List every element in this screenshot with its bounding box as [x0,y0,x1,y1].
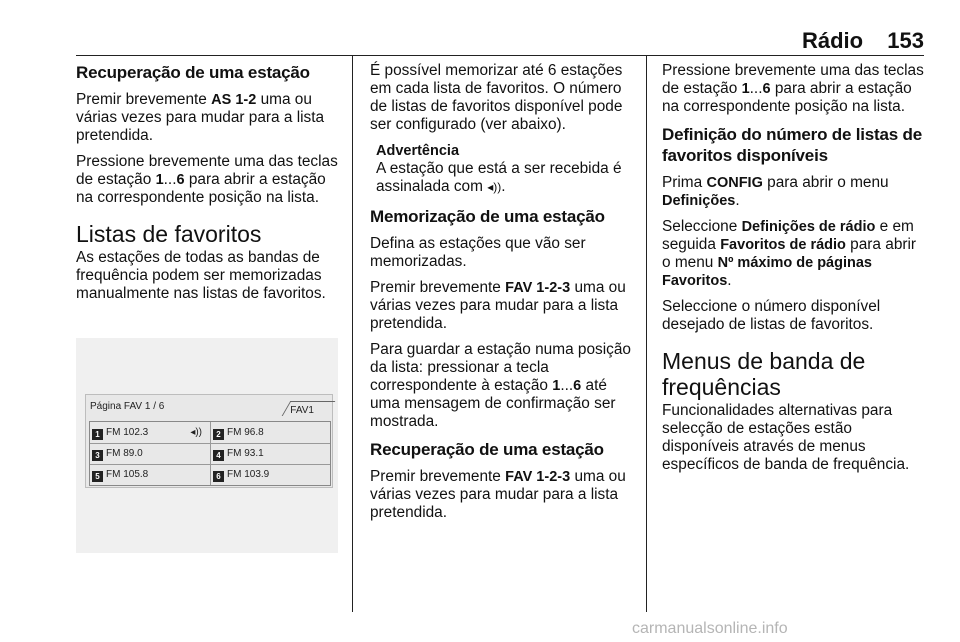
key-label: CONFIG [706,175,763,191]
heading-definicao: Definição do número de listas de favoritos disponíveis [662,125,922,165]
heading-listas-favoritos: Listas de favoritos [76,221,262,247]
text: uma ou várias vezes para mudar para a lista pretendida. [370,279,626,332]
key-label: 1 [552,378,561,394]
text: . [727,272,732,289]
menu-label: Definições [662,193,736,209]
text: para abrir o menu [662,236,917,271]
page-header-title: Rádio [802,28,864,53]
header-rule [76,55,924,56]
preset-cell [211,443,329,464]
key-label: FAV 1-2-3 [505,469,571,485]
text: para abrir a estação na correspondente posição na lista. [662,80,912,115]
heading-recuperacao: Recuperação de uma estação [76,63,310,82]
text: uma ou várias vezes para mudar para a lista pretendida. [370,468,626,521]
text: Premir brevemente [370,279,506,296]
preset-number: 3 [92,450,103,461]
preset-grid [89,421,331,486]
column-divider-1 [352,56,353,612]
watermark: carmanualsonline.info [632,620,788,637]
key-label: 6 [573,378,582,394]
column-1 [76,62,338,311]
key-label: 6 [762,81,771,97]
text: ... [163,171,177,188]
key-label: 6 [176,172,185,188]
speaker-icon: ◂)) [487,180,502,194]
preset-number: 2 [213,429,224,440]
paragraph: As estações de todas as bandas de frequência podem ser memorizadas manualmente nas listas de favoritos. [76,249,326,302]
preset-number: 6 [213,471,224,482]
key-label: 1 [155,172,164,188]
preset-number: 5 [92,471,103,482]
menu-label: Favoritos de rádio [720,237,846,253]
preset-cell [90,422,208,443]
speaker-icon: ◂)) [190,427,202,438]
preset-label: FM 93.1 [227,448,264,459]
key-label: AS 1-2 [211,92,257,108]
preset-number: 4 [213,450,224,461]
paragraph: Funcionalidades alternativas para selecção de estações estão disponíveis através de menus específicos de banda de frequência. [662,402,910,473]
paragraph [662,174,924,210]
paragraph [76,91,338,145]
page-number: 153 [887,28,924,53]
preset-label: FM 103.9 [227,469,270,480]
preset-label: FM 96.8 [227,427,264,438]
preset-number: 1 [92,429,103,440]
paragraph: Defina as estações que vão ser memorizadas. [370,235,586,270]
text: uma ou várias vezes para mudar para a lista pretendida. [76,91,325,144]
heading-recuperacao: Recuperação de uma estação [370,440,604,459]
menu-label: Nº máximo de páginas Favoritos [662,255,872,289]
text: ... [560,377,574,394]
text: Prima [662,174,707,191]
paragraph [370,279,638,333]
text: e em seguida [662,218,914,253]
paragraph [662,62,924,116]
preset-label: FM 89.0 [106,448,143,459]
column-divider-2 [646,56,647,612]
text: Premir brevemente [76,91,212,108]
text: Pressione brevemente uma das teclas de estação [662,62,924,97]
paragraph [76,153,338,207]
radio-display-figure [76,338,338,553]
text: . [735,192,740,209]
key-label: FAV 1-2-3 [505,280,571,296]
heading-menus-banda: Menus de banda de frequências [662,348,866,400]
preset-cell [90,443,208,464]
text: para abrir a estação na correspondente posição na lista. [76,171,326,206]
column-2 [370,62,638,530]
preset-label: FM 102.3 [106,427,149,438]
paragraph: É possível memorizar até 6 estações em cada lista de favoritos. O número de listas de favoritos disponível pode ser configurado (ver abaixo). [370,62,623,133]
screen-title: Página FAV 1 / 6 [90,401,165,412]
paragraph [370,468,638,522]
note-block [376,142,638,196]
text: ... [749,80,763,97]
paragraph [370,341,638,431]
fav-tab-label: FAV1 [290,405,314,416]
preset-cell [211,422,329,443]
heading-memorizacao: Memorização de uma estação [370,207,605,226]
note-text [376,160,638,196]
text: até uma mensagem de confirmação ser mostrada. [370,377,616,430]
text: Para guardar a estação numa posição da lista: pressionar a tecla correspondente à estação [370,341,631,394]
preset-cell [90,464,208,485]
text: Pressione brevemente uma das teclas de estação [76,153,338,188]
text: A estação que está a ser recebida é assinalada com [376,160,622,195]
preset-cell [211,464,329,485]
text: . [501,178,506,195]
text: Premir brevemente [370,468,506,485]
key-label: 1 [741,81,750,97]
menu-label: Definições de rádio [741,219,876,235]
radio-screen [85,394,333,488]
paragraph [662,218,924,290]
note-label: Advertência [376,143,460,159]
paragraph: Seleccione o número disponível desejado de listas de favoritos. [662,298,881,333]
preset-label: FM 105.8 [106,469,149,480]
text: para abrir o menu [762,174,889,191]
column-3 [662,62,924,482]
text: Seleccione [662,218,742,235]
